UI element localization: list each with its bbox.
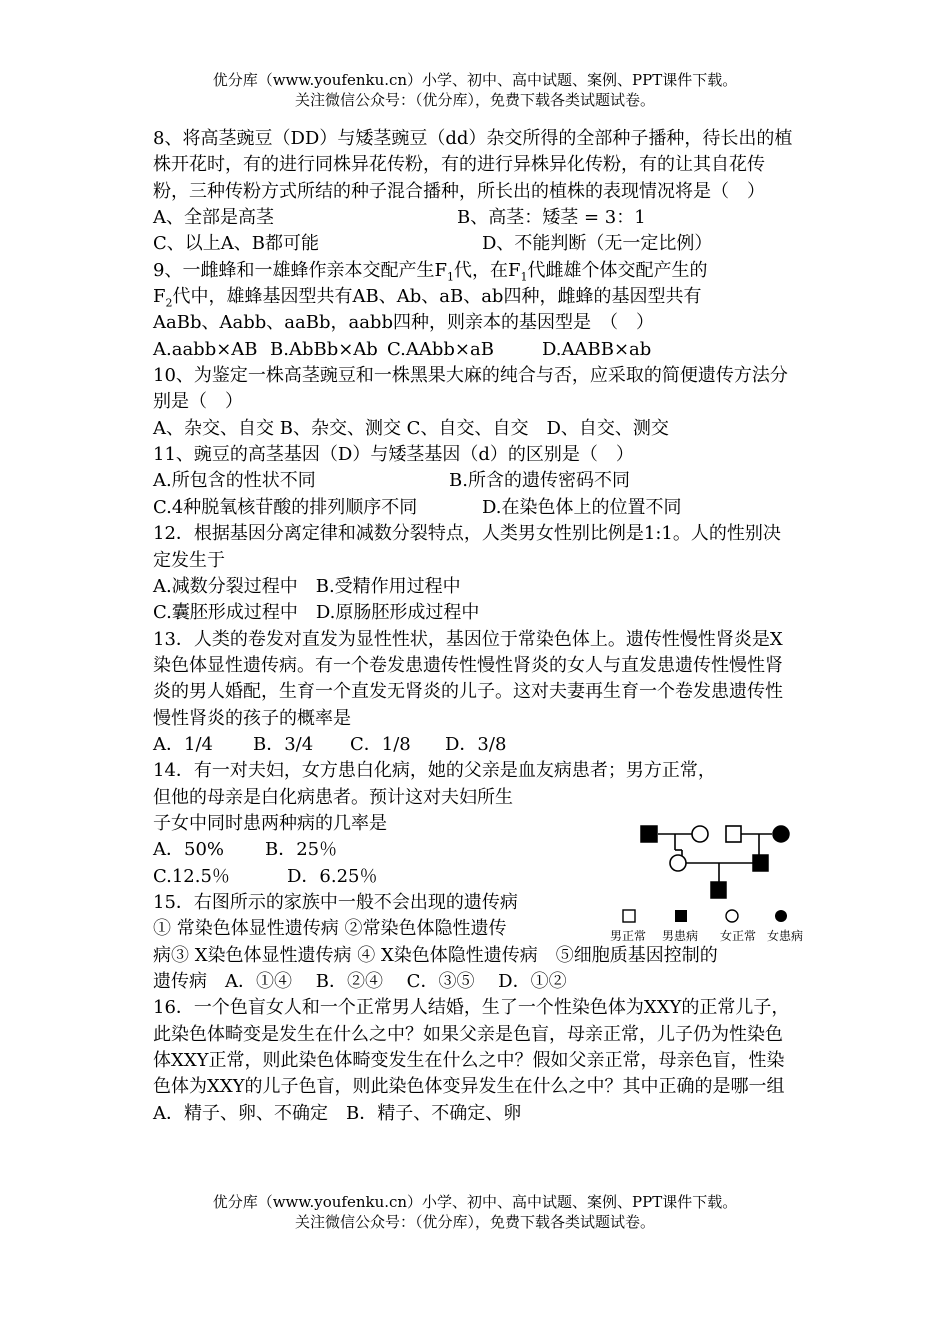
q8-options-ab xyxy=(153,205,798,231)
q9-line-2 xyxy=(153,284,798,310)
q13-option-c: C．1/8 xyxy=(350,733,411,755)
q14-line-3: 子女中同时患两种病的几率是 xyxy=(153,812,387,834)
q11-stem: 11、豌豆的高茎基因（D）与矮茎基因（d）的区别是（ ） xyxy=(153,444,634,466)
pedigree-iii1-affected-male xyxy=(711,882,726,898)
q14-line-2: 但他的母亲是白化病患者。预计这对夫妇所生 xyxy=(153,786,513,808)
question-body xyxy=(153,126,798,1127)
q13-options xyxy=(153,732,798,758)
q9-text: 9、一雌蜂和一雄蜂作亲本交配产生F xyxy=(153,259,447,281)
q9-text: 代，在F xyxy=(453,259,521,281)
q8-options-cd xyxy=(153,231,798,257)
q15-line-2: ① 常染色体显性遗传病 ②常染色体隐性遗传 xyxy=(153,918,507,940)
q9-text: F xyxy=(153,286,166,308)
q11-options-cd xyxy=(153,495,798,521)
q9-text: 代雌雄个体交配产生的 xyxy=(527,259,708,281)
pedigree-ii1-normal-female xyxy=(670,855,686,871)
q9-subscript: 1 xyxy=(520,270,528,284)
q14-option-c: C.12.5％ xyxy=(153,865,230,887)
q16-options: A．精子、卵、不确定 B．精子、不确定、卵 xyxy=(153,1102,522,1124)
q9-options xyxy=(153,337,798,363)
q11-option-c: C.4种脱氧核苷酸的排列顺序不同 xyxy=(153,496,418,518)
q15-line-1: 15．右图所示的家族中一般不会出现的遗传病 xyxy=(153,891,518,913)
q12-options-ab: A.减数分裂过程中 B.受精作用过程中 xyxy=(153,575,461,597)
q9-text: 代中，雄蜂基因型共有AB、Ab、aB、ab四种，雌蜂的基因型共有 xyxy=(172,286,702,308)
q11-option-d: D.在染色体上的位置不同 xyxy=(482,496,682,518)
q9-line-3: AaBb、Aabb、aaBb，aabb四种，则亲本的基因型是 （ ） xyxy=(153,312,654,334)
q13-option-d: D．3/8 xyxy=(445,733,507,755)
q13-option-a: A．1/4 xyxy=(153,733,213,755)
q9-subscript: 1 xyxy=(446,270,454,284)
q11-options-ab xyxy=(153,468,798,494)
q14-line-1: 14．有一对夫妇，女方患白化病，她的父亲是血友病患者；男方正常， xyxy=(153,760,716,782)
q10-options: A、杂交、自交 B、杂交、测交 C、自交、自交 D、自交、测交 xyxy=(153,417,669,439)
q13-stem: 13．人类的卷发对直发为显性性状，基因位于常染色体上。遗传性慢性肾炎是X染色体显性遗传病。有一个卷发患遗传性慢性肾炎的女人与直发患遗传性慢性肾炎的男人婚配，生育一个直发无肾炎的儿子。这对夫妻再生育一个卷发患遗传性慢性肾炎的孩子的概率是 xyxy=(153,628,783,729)
legend-affected-female-label: 女患病 xyxy=(767,929,804,943)
pedigree-i2-normal-female xyxy=(692,826,708,842)
q8-option-b: B、高茎：矮茎 = 3：1 xyxy=(457,207,646,229)
pedigree-diagram xyxy=(608,818,818,948)
legend-normal-male-label: 男正常 xyxy=(610,929,647,943)
q14-option-a: A．50% xyxy=(153,839,225,861)
pedigree-i1-affected-male xyxy=(641,826,657,842)
q9-option-a: A.aabb×AB xyxy=(153,338,258,360)
q9-option-d: D.AABB×ab xyxy=(542,338,652,360)
q13-option-b: B．3/4 xyxy=(253,733,314,755)
q15-line-4: 遗传病 A．①④ B．②④ C．③⑤ D．①② xyxy=(153,971,567,992)
q16-stem: 16．一个色盲女人和一个正常男人结婚，生了一个性染色体为XXY的正常儿子，此染色体畸变是发生在什么之中？如果父亲是色盲，母亲正常，儿子仍为性染色体XXY正常，则此染色体畸变发生在什么之中？假如父亲正常，母亲色盲，性染色体为XXY的儿子色盲，则此染色体变异发生在什么之中？其中正确的是哪一组 xyxy=(153,997,790,1098)
page-header xyxy=(0,70,950,110)
q10-stem: 10、为鉴定一株高茎豌豆和一株黑果大麻的纯合与否，应采取的简便遗传方法分别是（ ） xyxy=(153,365,788,413)
legend-normal-male-icon xyxy=(623,910,635,922)
q9-option-b: B.AbBb×Ab xyxy=(270,338,378,360)
header-line-1: 优分库（www.youfenku.cn）小学、初中、高中试题、案例、PPT课件下载。 xyxy=(212,71,738,89)
q8-option-c: C、以上A、B都可能 xyxy=(153,233,319,255)
q9-option-c: C.AAbb×aB xyxy=(387,338,494,360)
legend-affected-female-icon xyxy=(775,910,787,922)
q9-line-1 xyxy=(153,258,798,284)
q15-line-3: 病③ X染色体显性遗传病 ④ X染色体隐性遗传病 ⑤细胞质基因控制的 xyxy=(153,944,718,966)
q9-subscript: 2 xyxy=(165,296,173,310)
q12-options-cd: C.囊胚形成过程中 D.原肠胚形成过程中 xyxy=(153,602,480,624)
pedigree-i3-normal-male xyxy=(726,826,741,842)
q11-option-b: B.所含的遗传密码不同 xyxy=(449,470,630,492)
q12-stem: 12．根据基因分离定律和减数分裂特点，人类男女性别比例是1:1。人的性别决定发生于 xyxy=(153,523,781,571)
pedigree-i4-affected-female xyxy=(773,826,789,842)
q14-option-b: B．25％ xyxy=(265,839,338,861)
q14-option-d: D．6.25％ xyxy=(287,865,378,887)
q8-stem: 8、将高茎豌豆（DD）与矮茎豌豆（dd）杂交所得的全部种子播种，待长出的植株开花时，有的进行同株异花传粉，有的进行异株异化传粉，有的让其自花传粉，三种传粉方式所结的种子混合播种，所长出的植株的表现情况将是（ ） xyxy=(153,128,793,202)
q8-option-d: D、不能判断（无一定比例） xyxy=(482,233,713,255)
header-line-2: 关注微信公众号：（优分库），免费下载各类试题试卷。 xyxy=(294,91,655,109)
page-footer xyxy=(0,1192,950,1232)
footer-line-2: 关注微信公众号：（优分库），免费下载各类试题试卷。 xyxy=(294,1213,655,1231)
pedigree-ii2-affected-male xyxy=(753,855,768,871)
legend-affected-male-label: 男患病 xyxy=(662,929,699,943)
footer-line-1: 优分库（www.youfenku.cn）小学、初中、高中试题、案例、PPT课件下载。 xyxy=(212,1193,738,1211)
q11-option-a: A.所包含的性状不同 xyxy=(153,470,316,492)
q8-option-a: A、全部是高茎 xyxy=(153,207,274,229)
legend-normal-female-label: 女正常 xyxy=(720,929,757,943)
legend-normal-female-icon xyxy=(726,910,738,922)
legend-affected-male-icon xyxy=(675,910,687,922)
